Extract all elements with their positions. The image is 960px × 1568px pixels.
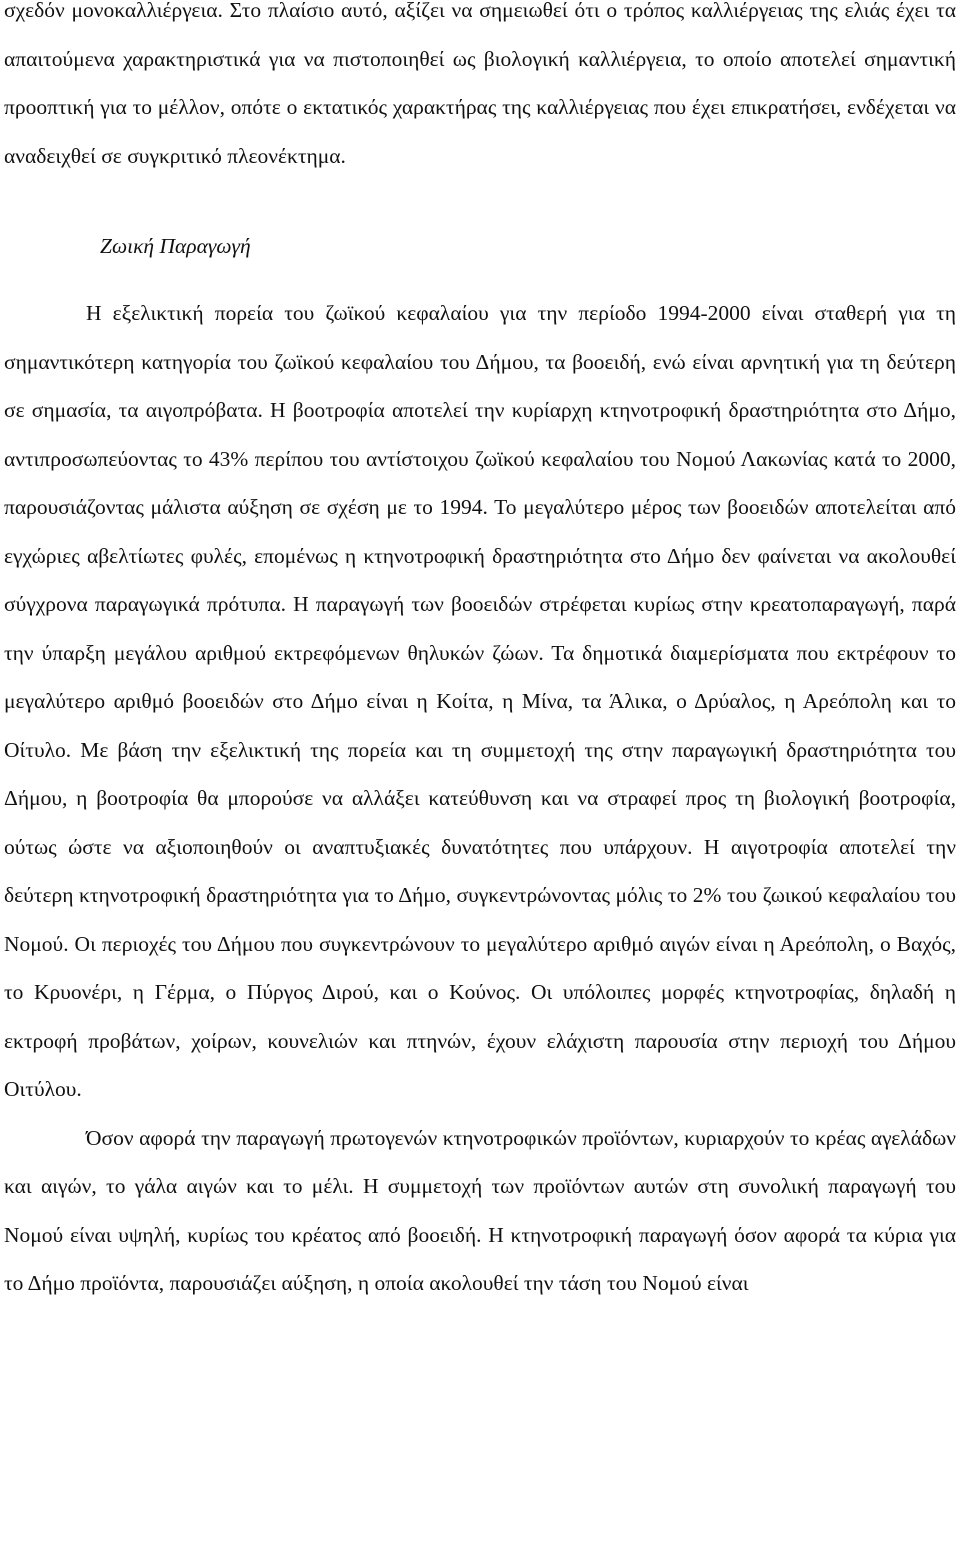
intro-paragraph [4,0,956,180]
product-paragraph: Όσον αφορά την παραγωγή πρωτογενών κτηνοτροφικών προϊόντων, κυριαρχούν το κρέας αγελάδων και αιγών, το γάλα αιγών και το μέλι. Η συμμετοχή των προϊόντων αυτών στη συνολική παραγωγή του Νομού είναι υψηλή, κυρίως του κρέατος από βοοειδή. Η κτηνοτροφική παραγωγή όσον αφορά τα κύρια για το Δήμο προϊόντα, παρουσιάζει αύξηση, η οποία ακολουθεί την τάση του Νομού είναι [4,1125,956,1295]
document-page [4,0,956,1308]
intro-paragraph-text: σχεδόν μονοκαλλιέργεια. Στο πλαίσιο αυτό, αξίζει να σημειωθεί ότι ο τρόπος καλλιέργειας της ελιάς έχει τα απαιτούμενα χαρακτηριστικά για να πιστοποιηθεί ως βιολογική καλλιέργεια, το οποίο αποτελεί σημαντική προοπτική για το μέλλον, οπότε ο εκτατικός χαρακτήρας της καλλιέργειας που έχει επικρατήσει, ενδέχεται να αναδειχθεί σε συγκριτικό πλεονέκτημα. [4,0,956,168]
body-paragraph: Η εξελικτική πορεία του ζωϊκού κεφαλαίου για την περίοδο 1994-2000 είναι σταθερή για τη σημαντικότερη κατηγορία του ζωϊκού κεφαλαίου του Δήμου, τα βοοειδή, ενώ είναι αρνητική για τη δεύτερη σε σημασία, τα αιγοπρόβατα. Η βοοτροφία αποτελεί την κυρίαρχη κτηνοτροφική δραστηριότητα στο Δήμο, αντιπροσωπεύοντας το 43% περίπου του αντίστοιχου ζωϊκού κεφαλαίου του Νομού Λακωνίας κατά το 2000, παρουσιάζοντας μάλιστα αύξηση σε σχέση με το 1994. Το μεγαλύτερο μέρος των βοοειδών αποτελείται από εγχώριες αβελτίωτες φυλές, επομένως η κτηνοτροφική δραστηριότητα στο Δήμο δεν φαίνεται να ακολουθεί σύγχρονα παραγωγικά πρότυπα. Η παραγωγή των βοοειδών στρέφεται κυρίως στην κρεατοπαραγωγή, παρά την ύπαρξη μεγάλου αριθμού εκτρεφόμενων θηλυκών ζώων. Τα δημοτικά διαμερίσματα που εκτρέφουν το μεγαλύτερο αριθμό βοοειδών στο Δήμο είναι η Κοίτα, η Μίνα, τα Άλικα, ο Δρύαλος, η Αρεόπολη και το Οίτυλο. Με βάση την εξελικτική της πορεία και τη συμμετοχή της στην παραγωγική δραστηριότητα του Δήμου, η βοοτροφία θα μπορούσε να αλλάξει κατεύθυνση και να στραφεί προς τη βιολογική βοοτροφία, ούτως ώστε να αξιοποιηθούν οι αναπτυξιακές δυνατότητες που υπάρχουν. Η αιγοτροφία αποτελεί την δεύτερη κτηνοτροφική δραστηριότητα για το Δήμο, συγκεντρώνοντας μόλις το 2% του ζωικού κεφαλαίου του Νομού. Οι περιοχές του Δήμου που συγκεντρώνουν το μεγαλύτερο αριθμό αιγών είναι η Αρεόπολη, ο Βαχός, το Κρυονέρι, η Γέρμα, ο Πύργος Διρού, και ο Κούνος. Οι υπόλοιπες μορφές κτηνοτροφίας, δηλαδή η εκτροφή προβάτων, χοίρων, κουνελιών και πτηνών, έχουν ελάχιστη παρουσία στην περιοχή του Δήμου Οιτύλου. [4,301,956,1101]
section-heading: Ζωική Παραγωγή [100,234,251,258]
